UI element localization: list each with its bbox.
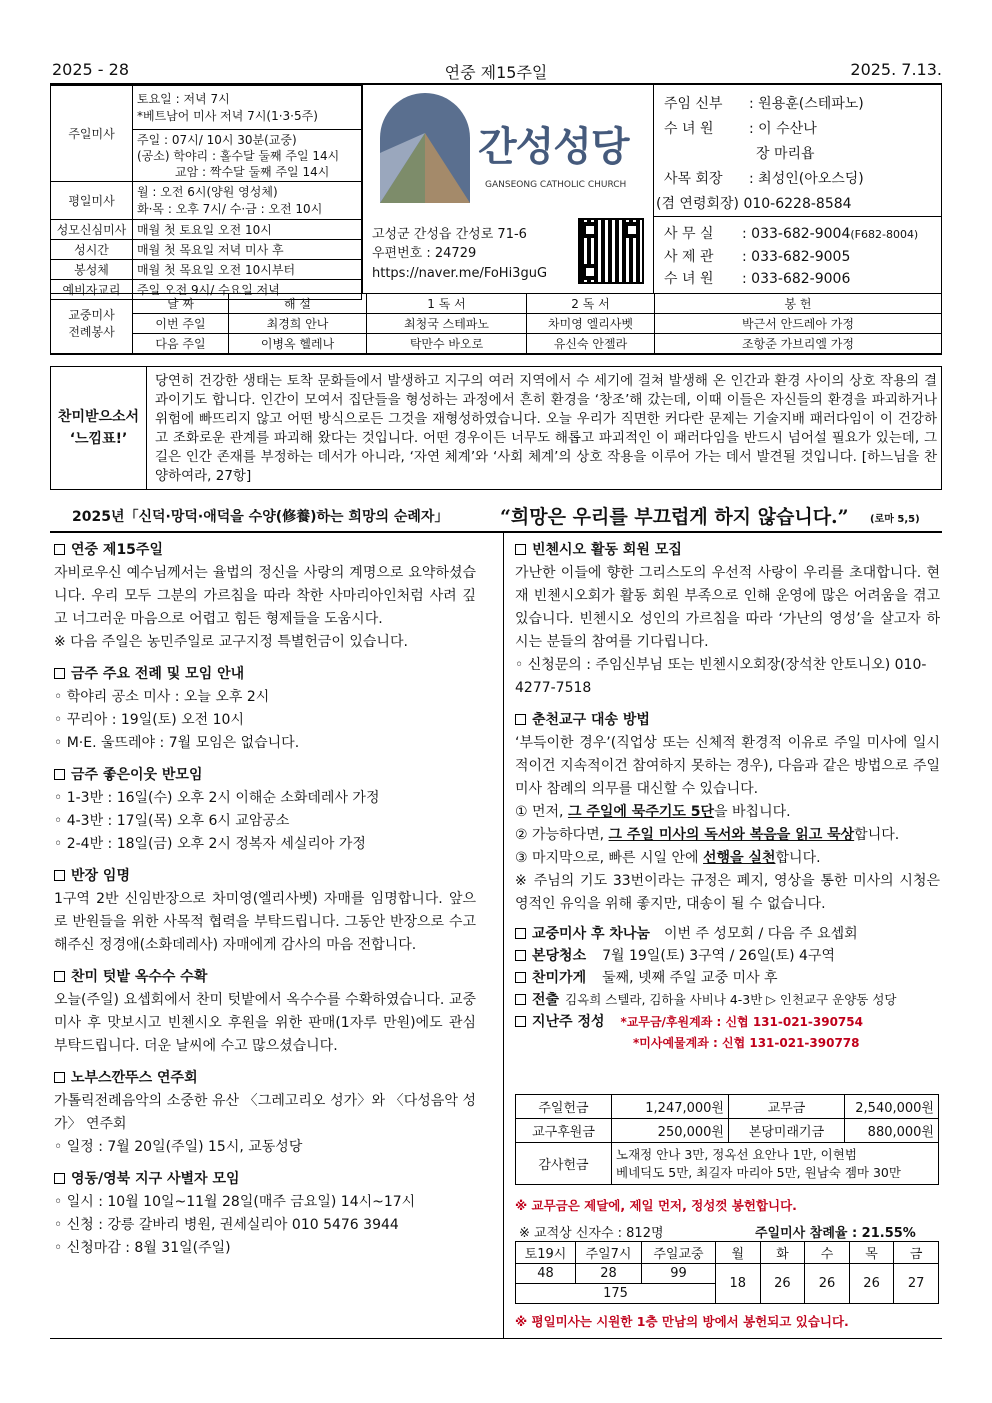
qr-code-icon[interactable]: [578, 218, 644, 284]
offering-cell: 250,000원: [612, 1119, 729, 1143]
step-3: ③ 마지막으로, 빠른 시일 안에 선행을 실천합니다.: [515, 850, 821, 866]
phone-label: 사 제 관: [664, 249, 714, 265]
liturgy-cell: 차미영 엘리사벳: [527, 314, 655, 334]
attendance-total: 175: [516, 1284, 716, 1304]
list-item: ◦ 신청마감 : 8월 31일(주일): [54, 1240, 231, 1256]
offering-cell: 880,000원: [845, 1119, 939, 1143]
offering-cell: 본당미래기금: [729, 1119, 845, 1143]
phone-value: 033-682-9004: [751, 226, 851, 242]
section-title: 금주 주요 전례 및 모임 안내: [71, 666, 245, 682]
account-info: *미사예물계좌 : 신협 131-021-390778: [633, 1036, 860, 1050]
attendance-header: 금: [894, 1242, 939, 1264]
attendance-cell: 26: [849, 1264, 894, 1304]
church-url[interactable]: https://naver.me/FoHi3guG: [372, 266, 548, 281]
liturgy-cell: 박근서 안드레아 가정: [655, 314, 942, 334]
liturgy-cell: 다음 주일: [133, 334, 229, 354]
week-title: 연중 제15주일: [444, 63, 548, 82]
attendance-cell: 28: [576, 1264, 642, 1284]
section-value: 둘째, 넷째 주일 교중 미사 후: [602, 970, 778, 986]
checkbox-icon: [54, 971, 65, 982]
attendance-note: ※ 평일미사는 시원한 1층 만남의 방에서 봉헌되고 있습니다.: [515, 1314, 849, 1329]
thanks-line: 노재정 안나 3만, 정옥선 요안나 1만, 이현범: [616, 1146, 857, 1162]
offering-cell: 1,247,000원: [612, 1095, 729, 1119]
offering-cell: 교무금: [729, 1095, 845, 1119]
staff-value: 원용훈(스테파노): [758, 96, 864, 112]
left-column: [54, 540, 476, 1260]
checkbox-icon: [54, 668, 65, 679]
attendance-header: 주일7시: [576, 1242, 642, 1264]
laudato-label-1: 찬미받으소서: [57, 409, 140, 425]
section-value: 이번 주 성모회 / 다음 주 요셉회: [663, 926, 858, 942]
church-logo-icon: [380, 93, 470, 203]
list-item: ◦ 일정 : 7월 20일(주일) 15시, 교동성당: [54, 1139, 303, 1155]
church-logo-text: 간성성당: [478, 124, 629, 170]
sched-label: 성모신심미사: [51, 220, 133, 240]
banner-ref: (로마 5,5): [870, 514, 920, 525]
attendance-cell: 27: [894, 1264, 939, 1304]
section-title: 찬미가게: [532, 970, 587, 986]
checkbox-icon: [515, 950, 526, 961]
attendance-header: 목: [849, 1242, 894, 1264]
attendance-table: [515, 1241, 939, 1304]
church-postal: 우편번호 : 24729: [372, 246, 477, 261]
section-text: 가난한 이들에 향한 그리스도의 우선적 사랑이 우리를 초대합니다. 현재 빈첸시오회가 활동 회원 부족으로 인해 운영에 많은 어려움을 겪고 있습니다. 빈첸시오 성인의 가르침을 따라 ‘가난의 영성’을 살고자 하시는 분들의 참여를 기다립니다.: [515, 565, 940, 650]
staff-label: 주임 신부: [664, 96, 723, 112]
liturgy-cell: 이병옥 헬레나: [229, 334, 367, 354]
sched-value: 매월 첫 목요일 오전 10시부터: [133, 260, 362, 280]
section-title: 교중미사 후 차나눔: [532, 926, 650, 942]
checkbox-icon: [54, 1072, 65, 1083]
section-note: ※ 주님의 기도 33번이라는 규정은 폐지, 영상을 통한 미사의 시청은 영적인 유익을 위해 좋지만, 대송이 될 수 없습니다.: [515, 873, 940, 912]
liturgy-header: 날 짜: [133, 294, 229, 314]
attendance-header: 토19시: [516, 1242, 576, 1264]
sched-line: *베트남어 미사 저녁 7시(1·3·5주): [137, 109, 318, 123]
sched-value: 주일 오전 9시/ 수요일 저녁: [133, 280, 362, 300]
sched-line: 주일 : 07시/ 10시 30분(교중): [137, 132, 297, 147]
attendance-header: 주일교중: [642, 1242, 716, 1264]
offering-cell: 2,540,000원: [845, 1095, 939, 1119]
section-value: 7월 19일(토) 3구역 / 26일(토) 4구역: [602, 948, 835, 964]
phone-value: 033-682-9005: [751, 249, 851, 265]
list-item: ◦ 일시 : 10월 10일~11월 28일(매주 금요일) 14시~17시: [54, 1194, 416, 1210]
liturgy-cell: 최청국 스테파노: [367, 314, 527, 334]
section-title: 반장 임명: [71, 868, 130, 884]
section-note: ◦ 신청문의 : 주임신부님 또는 빈첸시오회장(장석찬 안토니오) 010-4277-7518: [515, 657, 927, 696]
checkbox-icon: [515, 714, 526, 725]
offering-cell: 교구후원금: [516, 1119, 612, 1143]
section-text: 오늘(주일) 요셉회에서 찬미 텃밭에서 옥수수를 수확하였습니다. 교중미사 후 맛보시고 빈첸시오 후원을 위한 판매(1자루 만원)에도 관심 부탁드립니다. 더운 날씨에 수고 많으셨습니다.: [54, 992, 476, 1054]
banner-quote: “희망은 우리를 부끄럽게 하지 않습니다.”: [500, 506, 849, 528]
attendance-cell: 99: [642, 1264, 716, 1284]
sched-value: 매월 첫 토요일 오전 10시: [133, 220, 362, 240]
attendance-cell: 48: [516, 1264, 576, 1284]
liturgy-cell: 탁만수 바오로: [367, 334, 527, 354]
attendance-rate: 주일미사 참례율 : 21.55%: [755, 1226, 916, 1241]
section-title: 연중 제15주일: [71, 542, 163, 558]
step-1: ① 먼저, 그 주일에 묵주기도 5단을 바칩니다.: [515, 804, 791, 820]
divider: [653, 216, 942, 217]
liturgy-cell: 유신숙 안젤라: [527, 334, 655, 354]
sched-value: 매월 첫 목요일 저녁 미사 후: [133, 240, 362, 260]
phone-value: 033-682-9006: [751, 271, 851, 287]
weekday-mass-label: 평일미사: [51, 182, 133, 220]
staff-value: 이 수산나: [758, 121, 817, 137]
checkbox-icon: [515, 994, 526, 1005]
attendance-cell: 26: [805, 1264, 850, 1304]
column-divider: [503, 533, 504, 1338]
phone-label: 수 녀 원: [664, 271, 714, 287]
banner-rule: [50, 531, 942, 533]
laudato-box: [50, 366, 942, 490]
staff-label: (겸 연령회장): [656, 196, 739, 212]
section-title: 금주 좋은이웃 반모임: [71, 767, 203, 783]
checkbox-icon: [515, 544, 526, 555]
phone-label: 사 무 실: [664, 226, 714, 242]
section-text: 가톨릭전례음악의 소중한 유산 〈그레고리오 성가〉와 〈다성음악 성가〉 연주회: [54, 1093, 476, 1132]
attendance-header: 화: [760, 1242, 805, 1264]
section-title: 본당청소: [532, 948, 587, 964]
section-title: 지난주 정성: [532, 1014, 605, 1030]
divider: [362, 85, 363, 293]
liturgy-cell: 최경희 안나: [229, 314, 367, 334]
attendance-header: 수: [805, 1242, 850, 1264]
section-title: 찬미 텃밭 옥수수 수확: [71, 969, 208, 985]
staff-label: 사목 회장: [664, 171, 723, 187]
list-item: ◦ 2-4반 : 18일(금) 오후 2시 정복자 세실리아 가정: [54, 836, 366, 852]
staff-list: 주임 신부 : 원용훈(스테파노) 수 녀 원 : 이 수산나 장 마리욥 사목 회장 : 최성인(아오스딩) (겸 연령회장) 010-6228-8584: [664, 92, 864, 217]
section-title: 춘천교구 대송 방법: [532, 712, 650, 728]
banner-theme: 2025년「신덕·망덕·애덕을 수양(修養)하는 희망의 순례자」: [72, 509, 449, 525]
right-column: [515, 540, 940, 1052]
staff-value: 최성인(아오스딩): [758, 171, 864, 187]
liturgy-table: [50, 293, 942, 354]
list-item: ◦ 4-3반 : 17일(목) 오후 6시 교암공소: [54, 813, 290, 829]
laudato-text: 당연히 건강한 생태는 토착 문화들에서 발생하고 지구의 여러 지역에서 수 세기에 걸쳐 발생해 온 인간과 환경 사이의 상호 작용의 결과이기도 합니다. 인간이 모여서 집단들을 형성하는 과정에서 흔히 환경을 ‘창조’해 갔는데, 이때 이들은 자신들의 환경을 파괴하거나 위험에 빠뜨리지 않고 어떤 방식으로든 그것을 재형성하였습니다. 오늘 우리가 직면한 커다란 문제는 기술지배 패러다임이 이 건강하고 조화로운 관계를 파괴해 왔다는 것입니다. 어떤 경우이든 너무도 해롭고 파괴적인 이 패러다임을 반드시 넘어설 필요가 있는데, 그 길은 인간 존재를 부정하는 데서가 아니라, ‘자연 체계’와 ‘사회 체계’의 상호 작용을 이루어 가는 데서 발견될 것입니다. [하느님을 찬양하여라, 27항]: [155, 373, 937, 484]
liturgy-header: 해 설: [229, 294, 367, 314]
section-value: 김옥희 스텔라, 김하율 사비나 4-3반 ▷ 인천교구 운양동 성당: [565, 992, 897, 1007]
offering-table: [515, 1094, 939, 1185]
sched-label: 예비자교리: [51, 280, 133, 300]
sched-label: 성시간: [51, 240, 133, 260]
list-item: ◦ M·E. 울뜨레야 : 7월 모임은 없습니다.: [54, 735, 300, 751]
liturgy-cell: 이번 주일: [133, 314, 229, 334]
section-title: 노부스깐뚜스 연주회: [71, 1070, 198, 1086]
section-text: 자비로우신 예수님께서는 율법의 정신을 사랑의 계명으로 요약하셨습니다. 우리 모두 그분의 가르침을 따라 착한 사마리아인처럼 사려 깊고 너그러운 마음으로 어렵고 힘든 형제들을 도움시다.: [54, 565, 476, 627]
church-logo-sub: GANSEONG CATHOLIC CHURCH: [485, 180, 627, 190]
account-info: *교무금/후원계좌 : 신협 131-021-390754: [620, 1015, 863, 1029]
offering-cell: 감사헌금: [516, 1143, 612, 1185]
attendance-header: 월: [716, 1242, 761, 1264]
section-note: ※ 다음 주일은 농민주일로 교구지정 특별헌금이 있습니다.: [54, 634, 408, 650]
section-text: ‘부득이한 경우’(직업상 또는 신체적 환경적 이유로 주일 미사에 일시적이건 지속적이건 참여하지 못하는 경우), 다음과 같은 방법으로 주일 미사 참례의 의무를 대신할 수 있습니다.: [515, 735, 940, 797]
church-address: 고성군 간성읍 간성로 71-6: [372, 227, 527, 242]
list-item: ◦ 신청 : 강릉 갈바리 병원, 권세실리아 010 5476 3944: [54, 1217, 399, 1233]
staff-value: 010-6228-8584: [743, 196, 852, 212]
section-title: 빈첸시오 활동 회원 모집: [532, 542, 682, 558]
attendance-cell: 26: [760, 1264, 805, 1304]
sched-line: 월 : 오전 6시(양원 영성체): [137, 184, 278, 199]
list-item: ◦ 학야리 공소 미사 : 오늘 오후 2시: [54, 689, 270, 705]
staff-label: 수 녀 원: [664, 121, 714, 137]
attendance-cell: 18: [716, 1264, 761, 1304]
checkbox-icon: [515, 1016, 526, 1027]
liturgy-header: 봉 헌: [655, 294, 942, 314]
member-count: ※ 교적상 신자수 : 812명: [519, 1226, 664, 1241]
sched-line: 화·목 : 오후 7시/ 수·금 : 오전 10시: [137, 201, 323, 216]
liturgy-header: 1 독 서: [367, 294, 527, 314]
issue-date: 2025. 7.13.: [850, 60, 942, 79]
liturgy-label: 전례봉사: [68, 324, 115, 339]
fax-value: (F682-8004): [850, 228, 919, 241]
checkbox-icon: [54, 870, 65, 881]
liturgy-label: 교중미사: [68, 307, 115, 322]
sched-line: 토요일 : 저녁 7시: [137, 92, 230, 106]
divider: [653, 85, 654, 293]
laudato-label-2: ‘느낌표!’: [69, 431, 128, 447]
footer-rule: [50, 1338, 942, 1339]
checkbox-icon: [54, 769, 65, 780]
thanks-line: 베네딕도 5만, 최길자 마리아 5만, 원남숙 젬마 30만: [616, 1164, 901, 1180]
list-item: ◦ 1-3반 : 16일(수) 오후 2시 이해순 소화데레사 가정: [54, 790, 380, 806]
section-title: 영동/영북 지구 사별자 모임: [71, 1171, 240, 1187]
step-2: ② 가능하다면, 그 주일 미사의 독서와 복음을 읽고 묵상합니다.: [515, 827, 900, 843]
section-text: 1구역 2반 신임반장으로 차미영(엘리사벳) 자매를 임명합니다. 앞으로 반원들을 위한 사목적 협력을 부탁드립니다. 그동안 반장으로 수고해주신 정경애(소화데레사) 자매에게 감사의 마음 전합니다.: [54, 891, 476, 953]
sched-label: 봉성체: [51, 260, 133, 280]
offering-cell: 주일헌금: [516, 1095, 612, 1119]
issue-number: 2025 - 28: [52, 60, 130, 79]
laudato-label: [51, 367, 147, 489]
liturgy-cell: 조항준 가브리엘 가정: [655, 334, 942, 354]
section-title: 전출: [532, 992, 560, 1008]
checkbox-icon: [54, 544, 65, 555]
staff-value: 장 마리욥: [756, 146, 815, 162]
checkbox-icon: [54, 1173, 65, 1184]
sched-line: 교암 : 짝수달 둘째 주일 14시: [175, 164, 330, 179]
checkbox-icon: [515, 928, 526, 939]
sched-line: (공소) 학야리 : 홀수달 둘째 주일 14시: [137, 148, 340, 163]
sunday-mass-label: 주일미사: [51, 86, 133, 182]
checkbox-icon: [515, 972, 526, 983]
liturgy-header: 2 독 서: [527, 294, 655, 314]
offering-note: ※ 교무금은 제달에, 제일 먼저, 정성껏 봉헌합니다.: [515, 1198, 797, 1213]
phone-list: 사 무 실 : 033-682-9004(F682-8004) 사 제 관 : 033-682-9005 수 녀 원 : 033-682-9006: [664, 223, 918, 290]
list-item: ◦ 꾸리아 : 19일(토) 오전 10시: [54, 712, 244, 728]
mass-schedule-table: [50, 85, 362, 300]
